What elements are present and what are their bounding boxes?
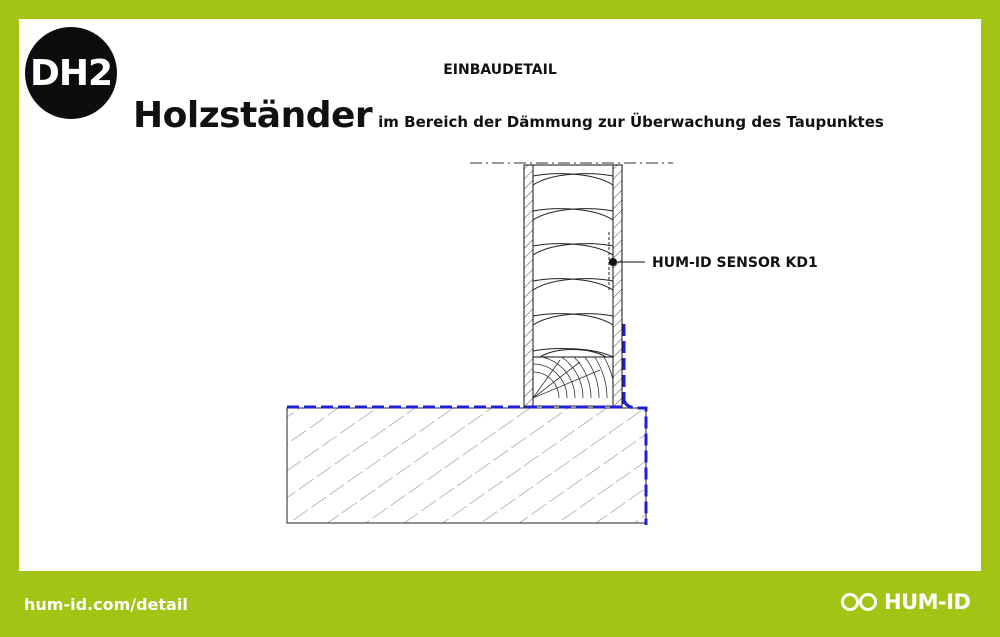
insulation xyxy=(533,165,613,357)
title-suffix: im Bereich der Dämmung zur Überwachung des Taupunktes xyxy=(378,113,884,131)
right-board xyxy=(613,165,622,407)
infinity-icon xyxy=(840,592,878,612)
sensor-label: HUM-ID SENSOR KD1 xyxy=(652,255,818,271)
foundation xyxy=(287,408,646,523)
badge-label: DH2 xyxy=(29,52,113,94)
logo-text: HUM-ID xyxy=(884,590,971,614)
footer-link[interactable]: hum-id.com/detail xyxy=(24,595,188,614)
brand-logo[interactable] xyxy=(840,590,971,614)
left-board xyxy=(524,165,533,407)
detail-subtitle: EINBAUDETAIL xyxy=(443,62,557,78)
title-main: Holzständer xyxy=(133,95,373,136)
